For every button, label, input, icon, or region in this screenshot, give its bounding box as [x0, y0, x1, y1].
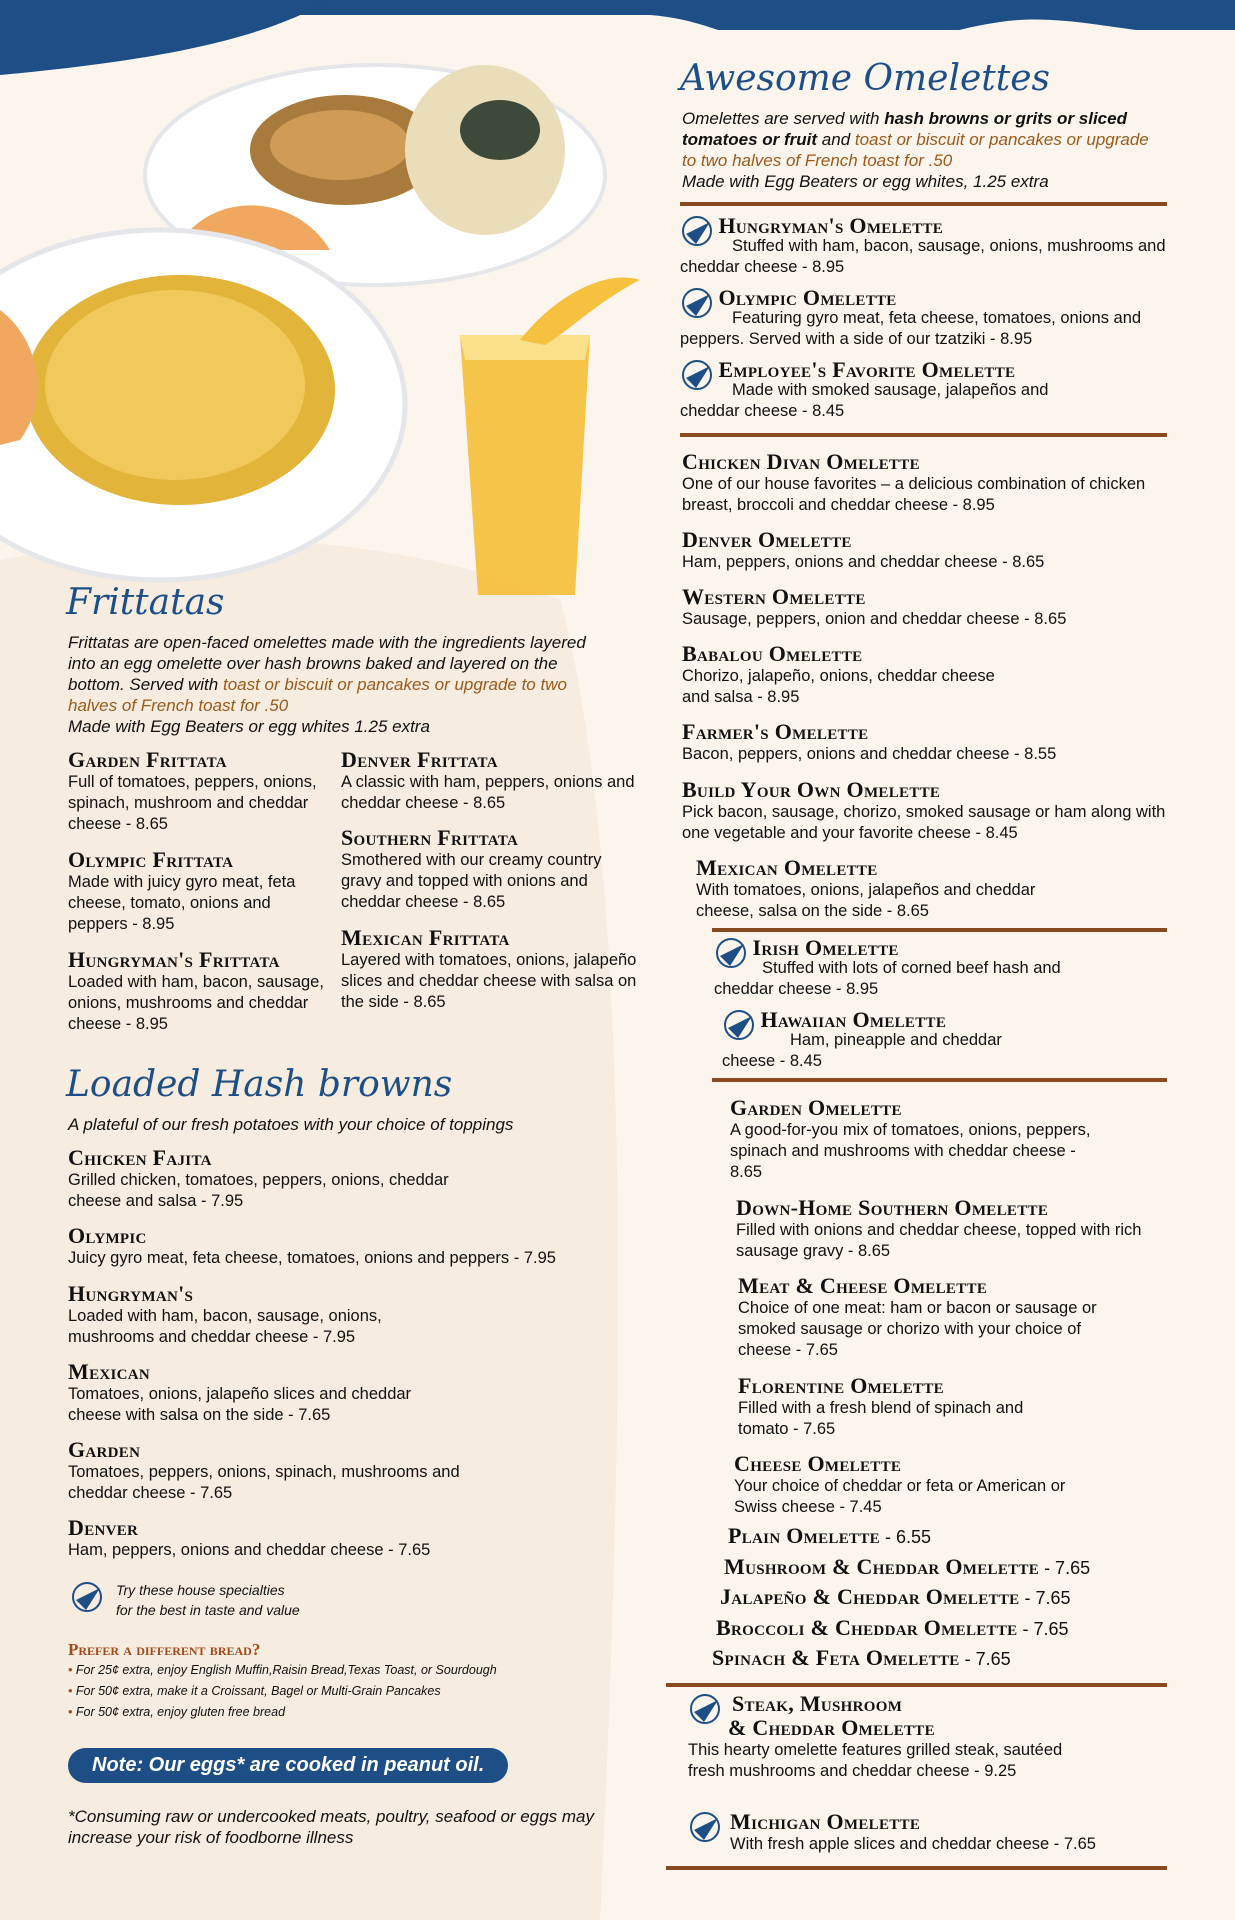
hashbrowns-intro: A plateful of our fresh potatoes with your choice of toppings [68, 1115, 514, 1134]
menu-item-mexican-frittata [341, 926, 641, 1013]
item-desc: A good-for-you mix of tomatoes, onions, peppers, spinach and mushrooms with cheddar cheese - 8.65 [730, 1121, 1091, 1181]
bread-options [68, 1640, 588, 1723]
item-name: Build Your Own Omelette [682, 777, 941, 802]
item-desc: With tomatoes, onions, jalapeños and cheddar cheese, salsa on the side - 8.65 [696, 881, 1036, 920]
item-desc: Tomatoes, onions, jalapeño slices and cheddar cheese with salsa on the side - 7.65 [68, 1385, 412, 1424]
item-desc: Layered with tomatoes, onions, jalapeño slices and cheddar cheese with salsa on the side - 8.65 [341, 951, 637, 1011]
menu-item-farmers-omelette [682, 720, 1162, 765]
menu-item-down-home-southern-omelette [736, 1196, 1166, 1262]
item-desc: This hearty omelette features grilled steak, sautéed fresh mushrooms and cheddar cheese - 9.25 [688, 1741, 1063, 1780]
item-name: Meat & Cheese Omelette [738, 1273, 988, 1298]
item-name: Florentine Omelette [738, 1373, 944, 1398]
frittatas-intro: Frittatas are open-faced omelettes made with the ingredients layered into an egg omelette over hash browns baked and layered on the bottom. Served with toast or biscuit or pancakes or upgrade to two halves of French toast for .50 Made with Egg Beaters or egg whites 1.25 extra [68, 633, 586, 736]
hashbrowns-title: Loaded Hash browns [66, 1064, 453, 1105]
specialty-icon [714, 936, 748, 970]
menu-item-garden-frittata [68, 748, 328, 835]
menu-item-olympic-hashbrowns [68, 1224, 628, 1269]
item-price: - 7.65 [1019, 1588, 1071, 1608]
item-desc: One of our house favorites – a delicious combination of chicken breast, broccoli and cheddar cheese - 8.95 [682, 475, 1146, 514]
specialty-icon [70, 1580, 104, 1614]
item-desc: Stuffed with ham, bacon, sausage, onions, mushrooms and cheddar cheese - 8.95 [680, 237, 1166, 276]
item-name: Garden [68, 1437, 141, 1462]
food-photo [0, 40, 680, 600]
item-name: Chicken Fajita [68, 1145, 212, 1170]
item-desc: With fresh apple slices and cheddar cheese - 7.65 [730, 1835, 1096, 1853]
item-desc: Ham, peppers, onions and cheddar cheese - 7.65 [68, 1541, 431, 1559]
menu-item-florentine-omelette [738, 1374, 1038, 1440]
item-name: Jalapeño & Cheddar Omelette [720, 1584, 1020, 1609]
item-desc: Stuffed with lots of corned beef hash and cheddar cheese - 8.95 [714, 959, 1061, 998]
item-name: Babalou Omelette [682, 641, 863, 666]
item-name-line2: & Cheddar Omelette [728, 1715, 935, 1740]
item-desc: Sausage, peppers, onion and cheddar cheese - 8.65 [682, 610, 1067, 628]
item-name: Irish Omelette [752, 935, 899, 960]
item-price: - 7.65 [959, 1649, 1011, 1669]
item-desc: Pick bacon, sausage, chorizo, smoked sausage or ham along with one vegetable and your favorite cheese - 8.45 [682, 803, 1166, 842]
menu-item-plain-omelette [728, 1524, 931, 1548]
item-desc: Grilled chicken, tomatoes, peppers, onions, cheddar cheese and salsa - 7.95 [68, 1171, 449, 1210]
item-name: Garden Frittata [68, 747, 227, 772]
item-desc: Featuring gyro meat, feta cheese, tomatoes, onions and peppers. Served with a side of our tzatziki - 8.95 [680, 309, 1142, 348]
menu-item-michigan-omelette [688, 1810, 1168, 1855]
item-name: Mushroom & Cheddar Omelette [724, 1554, 1040, 1579]
item-desc: Ham, pineapple and cheddar cheese - 8.45 [722, 1031, 1002, 1070]
menu-item-hungryman-omelette [680, 214, 1170, 278]
specialty-icon [680, 358, 714, 392]
specialty-line2: for the best in taste and value [116, 1602, 300, 1618]
bread-option: • For 50¢ extra, enjoy gluten free bread [68, 1702, 588, 1723]
bread-title: Prefer a different bread? [68, 1640, 261, 1659]
item-desc: Ham, peppers, onions and cheddar cheese - 8.65 [682, 553, 1045, 571]
frittatas-title: Frittatas [66, 582, 225, 623]
divider [666, 1683, 1167, 1687]
omelettes-intro: Omelettes are served with hash browns or grits or sliced tomatoes or fruit and toast or biscuit or pancakes or upgrade to two halves of French toast for .50 Made with Egg Beaters or egg whites, 1.25 extra [682, 109, 1149, 191]
item-name: Denver Frittata [341, 747, 498, 772]
menu-item-hungryman-frittata [68, 948, 328, 1035]
specialty-icon [680, 214, 714, 248]
menu-item-hungryman-hashbrowns [68, 1282, 468, 1348]
specialty-icon [688, 1692, 722, 1726]
item-name: Mexican Omelette [696, 855, 878, 880]
item-desc: Filled with onions and cheddar cheese, topped with rich sausage gravy - 8.65 [736, 1221, 1142, 1260]
item-name: Mexican Frittata [341, 925, 510, 950]
menu-item-employees-favorite-omelette [680, 358, 1170, 422]
item-name: Mexican [68, 1359, 151, 1384]
item-name: Hawaiian Omelette [760, 1007, 947, 1032]
item-name: Hungryman's Frittata [68, 947, 280, 972]
specialty-icon [688, 1810, 722, 1844]
divider [666, 1866, 1167, 1870]
menu-item-meat-cheese-omelette [738, 1274, 1118, 1361]
item-desc: Choice of one meat: ham or bacon or sausage or smoked sausage or chorizo with your choice of cheese - 7.65 [738, 1299, 1097, 1359]
menu-item-garden-omelette [730, 1096, 1110, 1183]
item-desc: Smothered with our creamy country gravy and topped with onions and cheddar cheese - 8.65 [341, 851, 602, 911]
bread-option: • For 25¢ extra, enjoy English Muffin,Raisin Bread,Texas Toast, or Sourdough [68, 1660, 588, 1681]
menu-item-steak-mushroom-cheddar-omelette [688, 1692, 1088, 1782]
item-desc: Chorizo, jalapeño, onions, cheddar cheese and salsa - 8.95 [682, 667, 995, 706]
item-name: Employee's Favorite Omelette [718, 357, 1016, 382]
menu-item-denver-omelette [682, 528, 1162, 573]
item-desc: Full of tomatoes, peppers, onions, spinach, mushroom and cheddar cheese - 8.65 [68, 773, 317, 833]
item-desc: A classic with ham, peppers, onions and cheddar cheese - 8.65 [341, 773, 635, 812]
item-name: Farmer's Omelette [682, 719, 869, 744]
item-name: Broccoli & Cheddar Omelette [716, 1615, 1018, 1640]
specialty-line1: Try these house specialties [116, 1582, 285, 1598]
item-desc: Made with smoked sausage, jalapeños and cheddar cheese - 8.45 [680, 381, 1049, 420]
menu-item-jalapeno-cheddar-omelette [720, 1585, 1070, 1609]
item-name: Plain Omelette [728, 1523, 880, 1548]
menu-item-irish-omelette [714, 936, 1114, 1000]
menu-item-southern-frittata [341, 826, 641, 913]
item-name-line1: Steak, Mushroom [732, 1691, 903, 1716]
item-name: Olympic [68, 1223, 147, 1248]
divider [712, 928, 1167, 932]
item-desc: Your choice of cheddar or feta or American or Swiss cheese - 7.45 [734, 1477, 1066, 1516]
menu-item-broccoli-cheddar-omelette [716, 1616, 1069, 1640]
item-desc: Filled with a fresh blend of spinach and tomato - 7.65 [738, 1399, 1024, 1438]
omelettes-title: Awesome Omelettes [680, 58, 1051, 99]
divider [680, 433, 1167, 437]
menu-item-chicken-fajita [68, 1146, 468, 1212]
menu-item-garden-hashbrowns [68, 1438, 488, 1504]
item-name: Down-Home Southern Omelette [736, 1195, 1049, 1220]
specialty-icon [680, 286, 714, 320]
item-name: Spinach & Feta Omelette [712, 1645, 960, 1670]
item-name: Cheese Omelette [734, 1451, 902, 1476]
item-name: Olympic Omelette [718, 285, 897, 310]
item-price: - 6.55 [879, 1527, 931, 1547]
menu-item-olympic-frittata [68, 848, 328, 935]
menu-item-mexican-hashbrowns [68, 1360, 468, 1426]
menu-item-mushroom-cheddar-omelette [724, 1555, 1090, 1579]
peanut-oil-note: Note: Our eggs* are cooked in peanut oil. [68, 1748, 508, 1783]
menu-item-denver-hashbrowns [68, 1516, 548, 1561]
item-desc: Loaded with ham, bacon, sausage, onions, mushrooms and cheddar cheese - 8.95 [68, 973, 324, 1033]
item-name: Chicken Divan Omelette [682, 449, 920, 474]
menu-item-mexican-omelette [696, 856, 1056, 922]
item-desc: Loaded with ham, bacon, sausage, onions, mushrooms and cheddar cheese - 7.95 [68, 1307, 382, 1346]
specialty-icon [722, 1008, 756, 1042]
menu-item-western-omelette [682, 585, 1162, 630]
item-name: Michigan Omelette [730, 1809, 921, 1834]
item-name: Hungryman's Omelette [718, 213, 944, 238]
consumption-warning: *Consuming raw or undercooked meats, poultry, seafood or eggs may increase your risk of foodborne illness [68, 1807, 595, 1847]
item-price: - 7.65 [1017, 1619, 1069, 1639]
item-name: Denver Omelette [682, 527, 852, 552]
item-desc: Made with juicy gyro meat, feta cheese, tomato, onions and peppers - 8.95 [68, 873, 296, 933]
item-desc: Bacon, peppers, onions and cheddar cheese - 8.55 [682, 745, 1057, 763]
divider [712, 1078, 1167, 1082]
item-name: Hungryman's [68, 1281, 194, 1306]
item-name: Olympic Frittata [68, 847, 234, 872]
item-name: Western Omelette [682, 584, 866, 609]
bread-option: • For 50¢ extra, make it a Croissant, Bagel or Multi-Grain Pancakes [68, 1681, 588, 1702]
menu-item-build-your-own-omelette [682, 778, 1172, 844]
item-name: Garden Omelette [730, 1095, 902, 1120]
specialty-legend [70, 1580, 300, 1620]
menu-item-olympic-omelette [680, 286, 1170, 350]
item-name: Southern Frittata [341, 825, 519, 850]
menu-item-spinach-feta-omelette [712, 1646, 1011, 1670]
menu-item-denver-frittata [341, 748, 641, 814]
item-price: - 7.65 [1039, 1558, 1091, 1578]
menu-item-hawaiian-omelette [722, 1008, 1002, 1072]
menu-item-chicken-divan-omelette [682, 450, 1162, 516]
item-name: Denver [68, 1515, 139, 1540]
divider [680, 202, 1167, 206]
item-desc: Juicy gyro meat, feta cheese, tomatoes, onions and peppers - 7.95 [68, 1249, 556, 1267]
menu-item-babalou-omelette [682, 642, 1012, 708]
menu-item-cheese-omelette [734, 1452, 1074, 1518]
item-desc: Tomatoes, peppers, onions, spinach, mushrooms and cheddar cheese - 7.65 [68, 1463, 460, 1502]
